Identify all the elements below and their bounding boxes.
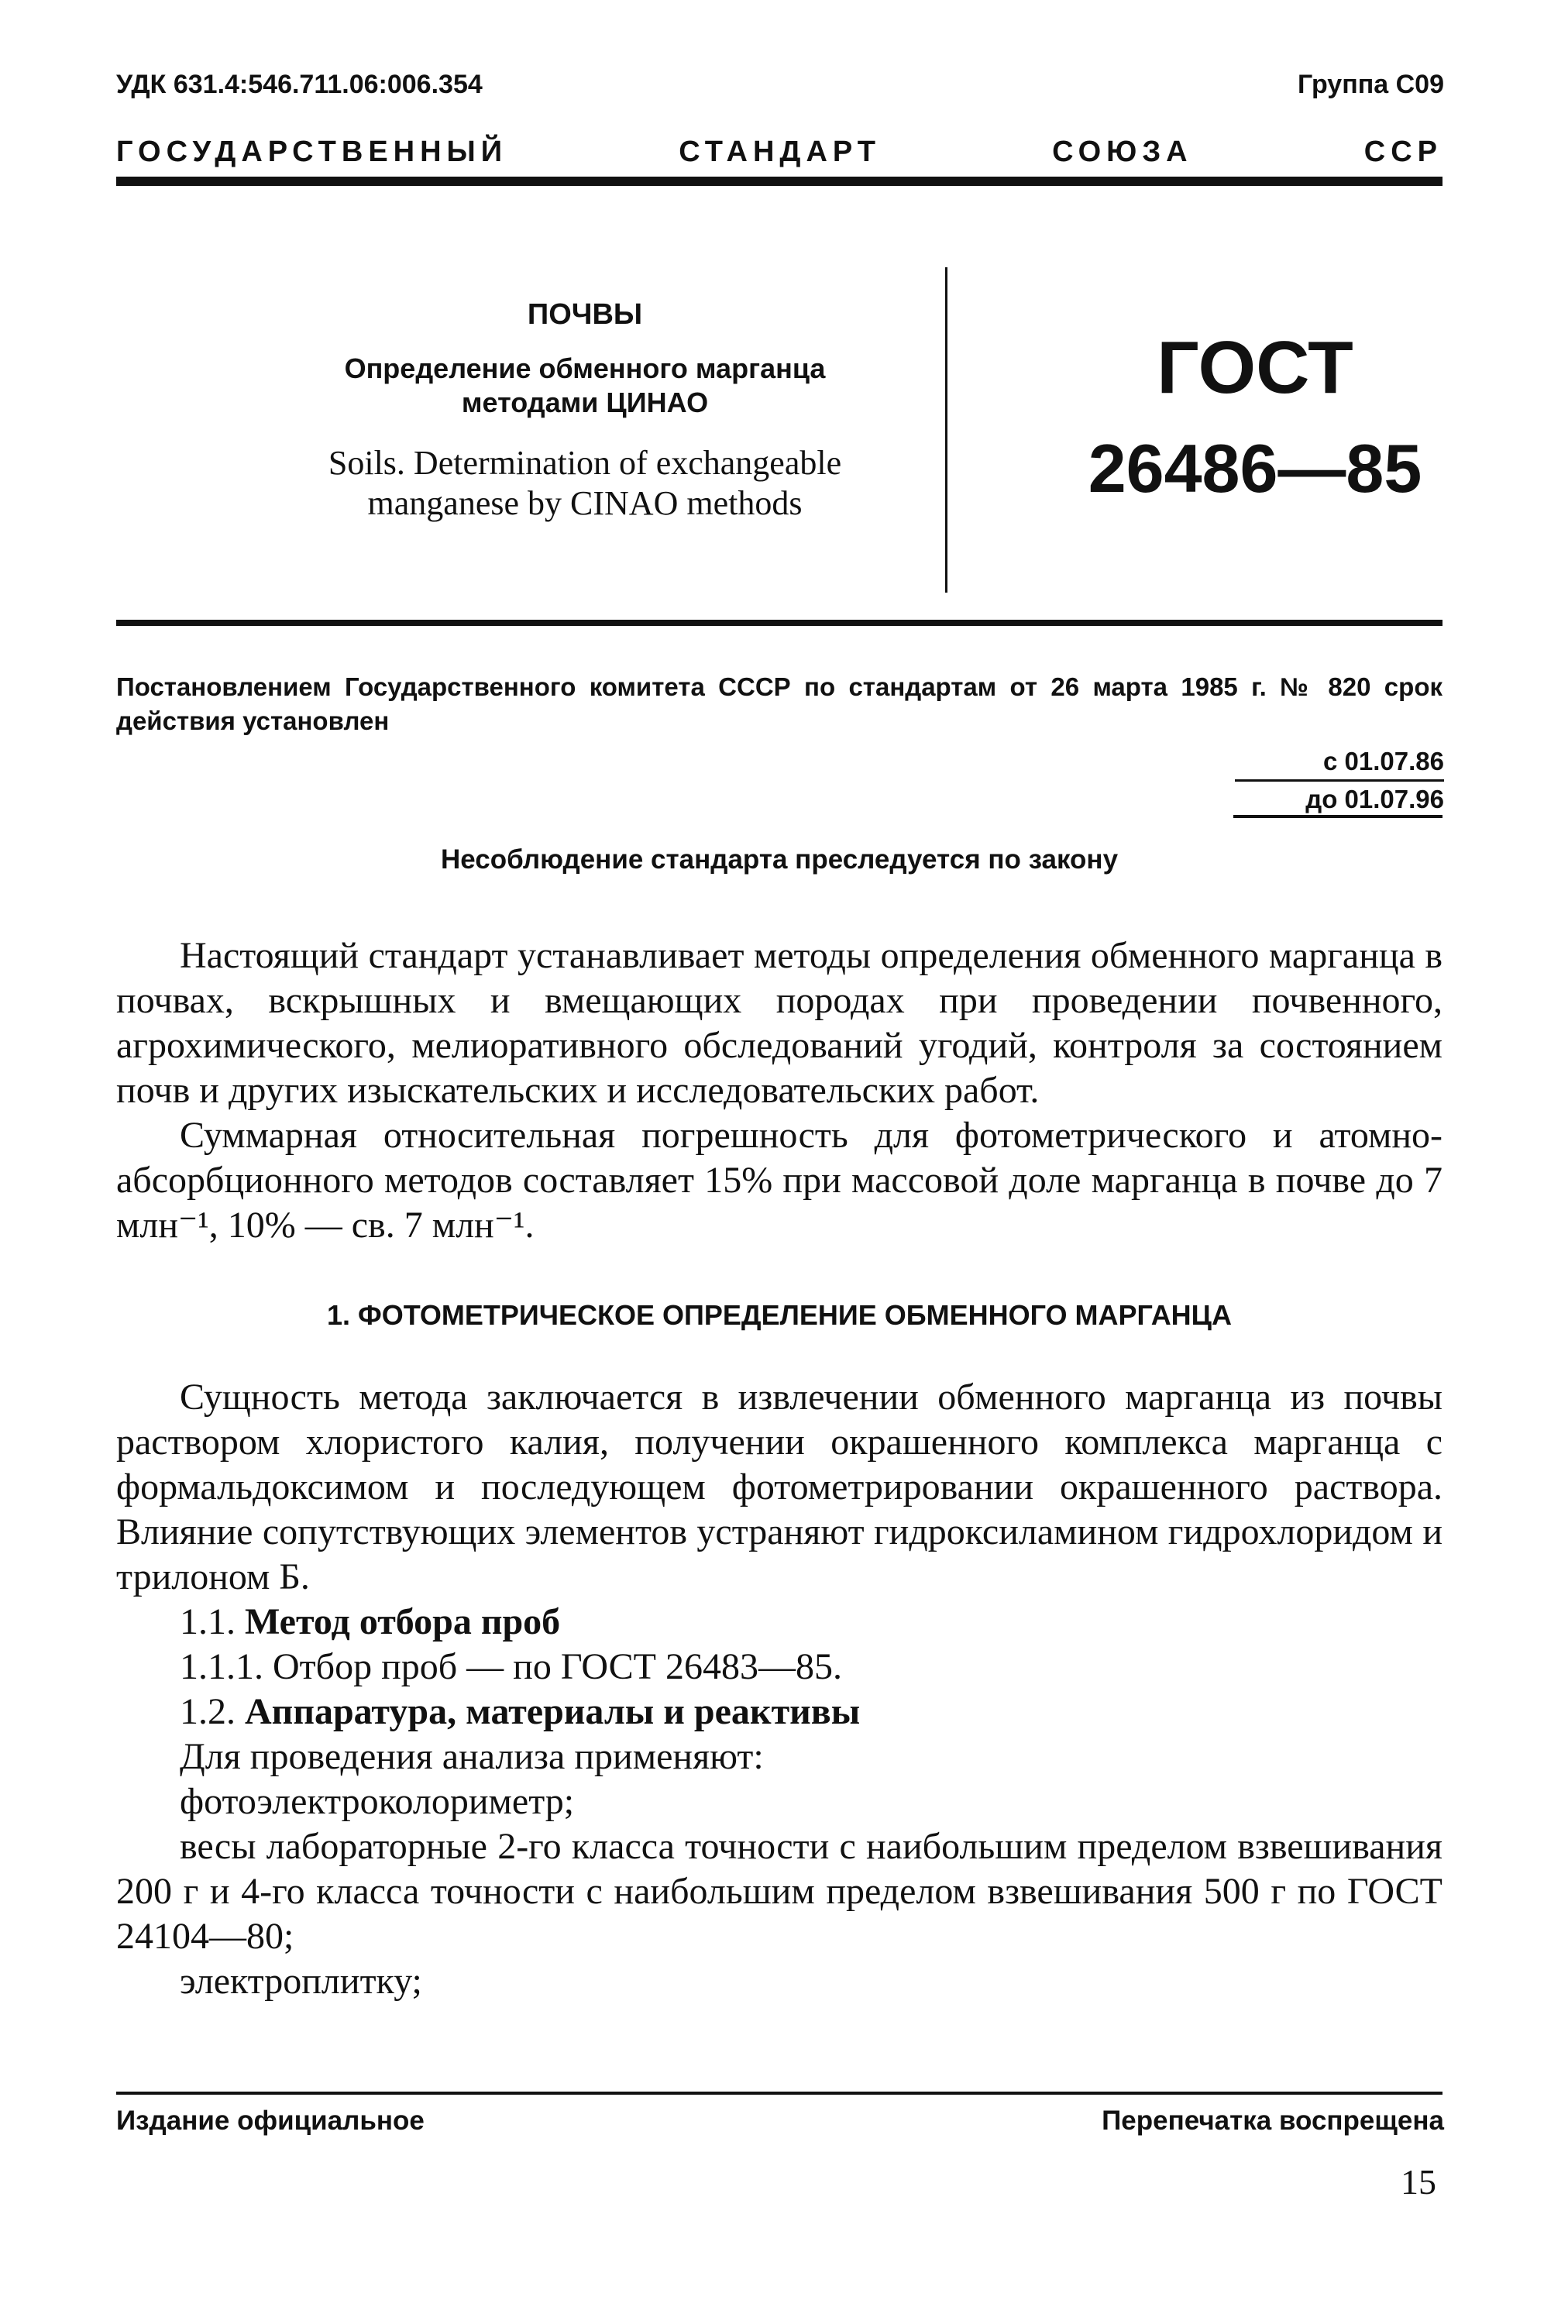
section-1-heading: 1. ФОТОМЕТРИЧЕСКОЕ ОПРЕДЕЛЕНИЕ ОБМЕННОГО МАРГАНЦА [327,1299,1232,1331]
body-text [116,933,1442,2004]
gost-block [1069,325,1441,511]
subsection-1-1 [116,1600,1442,1645]
title-bottom-rule [116,620,1442,626]
subsection-1-2 [116,1690,1442,1734]
group-code: Группа С09 [1297,70,1444,99]
intro-paragraph: Настоящий стандарт устанавливает методы определения обменного марганца в почвах, вскрышных и вмещающих породах при проведении почвенного, агрохимического, мелиоративного обследований угодий, контроля за состоянием почв и других изыскательских и исследовательских работ. [116,935,1442,1111]
gost-label: ГОСТ [1157,326,1353,409]
english-title-line-2: manganese by CINAO methods [367,484,803,522]
method-essence-paragraph: Сущность метода заключается в извлечении обменного марганца из почвы раствором хлористого калия, получении окрашенного комплекса марганца с формальдоксимом и последующем фотометрировании окрашенного раствора. Влияние сопутствующих элементов устраняют гидроксиламином гидрохлоридом и трилоном Б. [116,1377,1442,1597]
header-thick-rule [116,177,1442,186]
official-edition-label: Издание официальное [116,2106,425,2136]
date-to: до 01.07.96 [1235,779,1444,817]
subtitle-line-1: Определение обменного марганца [344,352,826,384]
subsection-1-1-number: 1.1. [180,1601,236,1642]
penalty-notice: Несоблюдение стандарта преследуется по закону [440,844,1119,875]
subsection-1-2-number: 1.2. [180,1691,236,1732]
banner-word-3: СОЮЗА [1052,136,1193,168]
item-scales: весы лабораторные 2-го класса точности с наибольшим пределом взвешивания 200 г и 4-го класса точности с наибольшим пределом взвешивания 500 г по ГОСТ 24104—80; [116,1826,1442,1957]
item-1-1-1: 1.1.1. Отбор проб — по ГОСТ 26483—85. [180,1646,842,1687]
english-title-line-1: Soils. Determination of exchangeable [328,444,842,482]
footer-rule [116,2092,1442,2095]
validity-dates [1235,744,1444,817]
state-standard-banner [116,136,1442,169]
error-paragraph: Суммарная относительная погрешность для фотометрического и атомно-абсорбционного методов составляет 15% при массовой доле марганца в почве до 7 млн⁻¹, 10% — св. 7 млн⁻¹. [116,1115,1442,1246]
page-number: 15 [1401,2162,1436,2202]
banner-word-1: ГОСУДАРСТВЕННЫЙ [116,136,508,168]
subtitle-line-2: методами ЦИНАО [461,387,709,418]
item-photocolorimeter: фотоэлектроколориметр; [180,1781,575,1822]
apply-line: Для проведения анализа применяют: [180,1736,764,1777]
udk-code: УДК 631.4:546.711.06:006.354 [116,70,483,99]
gost-number: 26486—85 [1088,430,1422,507]
dates-bottom-rule [1233,815,1442,818]
item-stove: электроплитку; [180,1961,422,2002]
reprint-prohibited-label: Перепечатка воспрещена [1102,2106,1444,2136]
title-block [287,298,883,524]
banner-word-4: ССР [1363,136,1442,168]
subsection-1-1-title: Метод отбора проб [245,1601,561,1642]
document-title: ПОЧВЫ [527,298,643,331]
date-from: с 01.07.86 [1323,747,1444,775]
subsection-1-2-title: Аппаратура, материалы и реактивы [245,1691,861,1732]
vertical-divider [945,267,947,593]
decree-text: Постановлением Государственного комитета СССР по стандартам от 26 марта 1985 г. № 820 срок действия установлен [116,672,1442,735]
banner-word-2: СТАНДАРТ [679,136,881,168]
